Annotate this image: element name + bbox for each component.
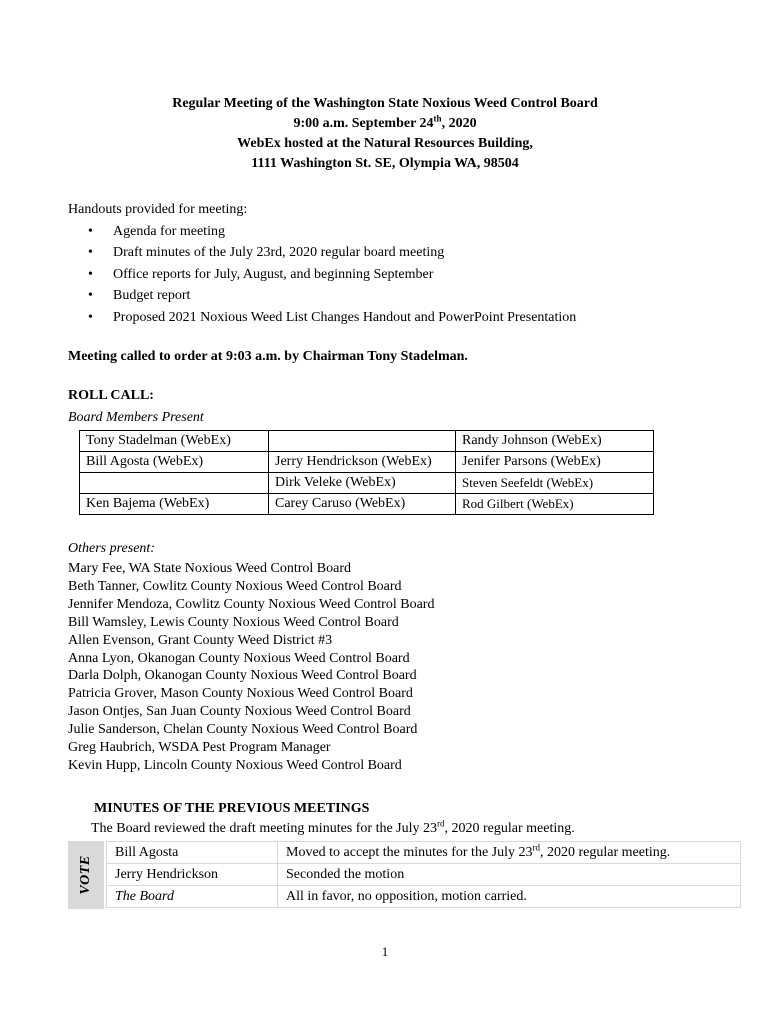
- table-row: [107, 864, 741, 886]
- header-address: 1111 Washington St. SE, Olympia WA, 98504: [251, 156, 519, 171]
- table-cell: Carey Caruso (WebEx): [269, 494, 456, 515]
- table-row: [80, 473, 654, 494]
- handouts-list: [68, 221, 576, 329]
- list-item: Julie Sanderson, Chelan County Noxious Weed Control Board: [68, 722, 418, 738]
- voter-name: The Board: [107, 886, 278, 908]
- table-row: [107, 842, 741, 864]
- minutes-text-main: The Board reviewed the draft meeting minutes for the July 23: [91, 821, 438, 836]
- table-row: [107, 886, 741, 908]
- header-datetime: [0, 114, 770, 134]
- vote-table: [106, 841, 741, 908]
- vote-action-main: Moved to accept the minutes for the July 23: [286, 845, 533, 860]
- table-cell: Rod Gilbert (WebEx): [456, 494, 654, 515]
- vote-action: All in favor, no opposition, motion carried.: [278, 886, 741, 908]
- header-datetime-main: 9:00 a.m. September 24: [293, 116, 434, 131]
- table-cell: Bill Agosta (WebEx): [80, 452, 269, 473]
- handout-item: • Draft minutes of the July 23rd, 2020 regular board meeting: [68, 242, 576, 264]
- list-item: Jennifer Mendoza, Cowlitz County Noxious Weed Control Board: [68, 596, 435, 612]
- list-item: Mary Fee, WA State Noxious Weed Control Board: [68, 561, 351, 576]
- minutes-heading: MINUTES OF THE PREVIOUS MEETINGS: [94, 801, 370, 816]
- list-item: Patricia Grover, Mason County Noxious Weed Control Board: [68, 686, 413, 702]
- table-cell: [80, 473, 269, 494]
- roll-call-table: [79, 430, 654, 515]
- header-location: WebEx hosted at the Natural Resources Building,: [237, 136, 533, 151]
- table-cell: Steven Seefeldt (WebEx): [456, 473, 654, 494]
- voter-name: Jerry Hendrickson: [107, 864, 278, 886]
- vote-sidebar: [68, 841, 104, 909]
- list-item: Jason Ontjes, San Juan County Noxious Weed Control Board: [68, 704, 411, 720]
- header-title: Regular Meeting of the Washington State Noxious Weed Control Board: [172, 96, 598, 111]
- minutes-text: [91, 818, 575, 837]
- others-present-label: Others present:: [68, 541, 155, 556]
- handout-item: • Budget report: [68, 285, 576, 307]
- roll-call-heading: ROLL CALL:: [68, 388, 154, 403]
- list-item: Greg Haubrich, WSDA Pest Program Manager: [68, 740, 331, 756]
- handout-item: • Office reports for July, August, and beginning September: [68, 264, 576, 286]
- vote-label: VOTE: [78, 855, 93, 895]
- table-cell: Jerry Hendrickson (WebEx): [269, 452, 456, 473]
- handouts-intro: Handouts provided for meeting:: [68, 202, 248, 217]
- list-item: Allen Evenson, Grant County Weed District #3: [68, 632, 333, 648]
- vote-action: [278, 842, 741, 864]
- list-item: Anna Lyon, Okanogan County Noxious Weed Control Board: [68, 650, 410, 666]
- board-members-present-label: Board Members Present: [68, 410, 204, 425]
- header-datetime-year: , 2020: [441, 116, 477, 131]
- list-item: Bill Wamsley, Lewis County Noxious Weed Control Board: [68, 614, 399, 630]
- header-datetime-sup: th: [433, 113, 442, 124]
- minutes-text-sup: rd: [437, 818, 445, 829]
- handouts-section: [68, 199, 576, 328]
- table-cell: Tony Stadelman (WebEx): [80, 431, 269, 452]
- called-to-order: Meeting called to order at 9:03 a.m. by Chairman Tony Stadelman.: [68, 349, 468, 364]
- minutes-text-end: , 2020 regular meeting.: [444, 821, 575, 836]
- table-cell: [269, 431, 456, 452]
- table-cell: Dirk Veleke (WebEx): [269, 473, 456, 494]
- handout-item: • Proposed 2021 Noxious Weed List Changes Handout and PowerPoint Presentation: [68, 307, 576, 329]
- meeting-header: [0, 94, 770, 174]
- vote-action-sup: rd: [532, 842, 540, 853]
- page-number: 1: [381, 944, 389, 959]
- voter-name: Bill Agosta: [107, 842, 278, 864]
- table-row: [80, 494, 654, 515]
- table-cell: Jenifer Parsons (WebEx): [456, 452, 654, 473]
- table-row: [80, 431, 654, 452]
- vote-action-end: , 2020 regular meeting.: [540, 845, 671, 860]
- handout-item: • Agenda for meeting: [68, 221, 576, 243]
- table-row: [80, 452, 654, 473]
- table-cell: Ken Bajema (WebEx): [80, 494, 269, 515]
- list-item: Darla Dolph, Okanogan County Noxious Weed Control Board: [68, 668, 417, 684]
- others-present-list: [68, 560, 434, 775]
- list-item: Kevin Hupp, Lincoln County Noxious Weed Control Board: [68, 757, 402, 773]
- vote-action: Seconded the motion: [278, 864, 741, 886]
- table-cell: Randy Johnson (WebEx): [456, 431, 654, 452]
- list-item: Beth Tanner, Cowlitz County Noxious Weed Control Board: [68, 578, 402, 594]
